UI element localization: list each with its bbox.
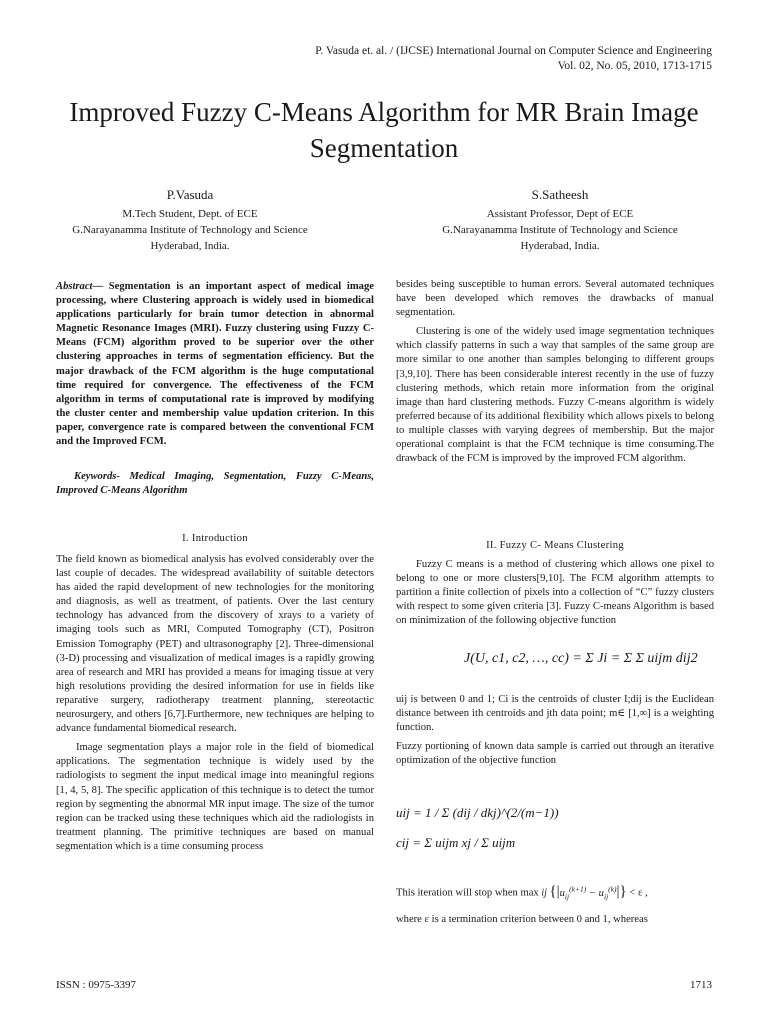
- author-block-1: [40, 186, 340, 254]
- author-block-2: [390, 186, 730, 254]
- abstract-text: Segmentation is an important aspect of medical image processing, where Clustering approach is widely used in biomedical applications particularly for brain tumor detection in abnormal Magnetic Resonance Images (MRI). Fuzzy clustering using Fuzzy C- Means (FCM) algorithm proved to be superior over the other clustering approaches in terms of segmentation efficiency. But the major drawback of the FCM algorithm is the huge computational time required for convergence. The effectiveness of the FCM algorithm in terms of computational rate is improved by modifying the cluster center and membership value updation criterion. In this paper, convergence rate is compared between the conventional FCM and the Improved FCM.: [56, 281, 374, 448]
- iteration-stop-line: This iteration will stop when max ij $\{|u_{ij}^{(k+1)} - u_{ij}^{(k)}|\} < \varepsilon$ ,: [396, 883, 648, 901]
- journal-header-line2: Vol. 02, No. 05, 2010, 1713-1715: [557, 60, 712, 72]
- iteration-tail: < ε ,: [629, 887, 648, 899]
- intro-paragraph-1: The field known as biomedical analysis has evolved considerably over the last couple of decades. The widespread availability of suitable detectors has aided the rapid development of new technologies for the monitoring and diagnosis, as well as treatment, of patients. Over the last century technology has advanced from the discovery of xrays to a variety of imaging tools such as MRI, Computed Tomography (CT), Positron Emission Tomography (PET) and ultrasonography [2]. Three-dimensional (3-D) processing and visualization of medical images is a rapidly growing area of research and MRI has provided a means for imaging tissue at very high resolutions providing the desired information for use in fields like reparative surgery, radiotherapy treatment planning, stereotactic neurosurgery, and others [6,7].Furthermore, new techniques are helping to advance fundamental biomedical research.: [56, 554, 374, 735]
- keywords: Keywords- Medical Imaging, Segmentation, Fuzzy C-Means, Improved C-Means Algorithm: [56, 471, 374, 497]
- abstract-dash: —: [92, 281, 109, 292]
- author-institute: G.Narayanamma Institute of Technology and Science: [72, 224, 308, 236]
- iteration-text: This iteration will stop when max: [396, 887, 539, 899]
- author-name: P.Vasuda: [166, 187, 214, 202]
- right-paragraph-1: besides being susceptible to human errors. Several automated techniques have been developed which removes the drawbacks of manual segmentation.: [396, 279, 714, 319]
- author-city: Hyderabad, India.: [150, 240, 230, 252]
- author-institute: G.Narayanamma Institute of Technology and Science: [442, 224, 678, 236]
- objective-function-equation: J(U, c1, c2, …, cc) = Σ Ji = Σ Σ uijm dij2: [464, 651, 698, 666]
- centroid-equation: cij = Σ uijm xj / Σ uijm: [396, 835, 516, 850]
- fcm-after-equation: [396, 693, 714, 773]
- introduction-body: [56, 553, 374, 859]
- right-paragraph-2: Clustering is one of the widely used image segmentation techniques which classify patterns in such a way that samples of the same group are more similar to one another than samples belonging to different groups [3,9,10]. There has been considerable interest recently in the use of fuzzy clustering methods, which retain more information from the original image than hard clustering methods. Fuzzy C-means algorithm is widely preferred because of its additional flexibility which allows pixels to belong to multiple classes with varying degrees of membership. But the major operational complaint is that the FCM technique is time consuming.The drawback of the FCM is improved by the improved FCM algorithm.: [396, 326, 714, 465]
- footer-issn: ISSN : 0975-3397: [56, 979, 137, 991]
- fcm-paragraph-1: Fuzzy C means is a method of clustering which allows one pixel to belong to one or more clusters[9,10]. The FCM algorithm attempts to partition a finite collection of pixels into a collection of “C” fuzzy clusters with respect to some given criteria [3]. Fuzzy C-means Algorithm is based on minimization of the following objective function: [396, 559, 714, 627]
- termination-line: where ε is a termination criterion between 0 and 1, whereas: [396, 914, 648, 925]
- right-column-top: [396, 278, 714, 471]
- footer-page-number: 1713: [690, 979, 712, 991]
- membership-equations: [396, 783, 714, 873]
- author-role: M.Tech Student, Dept. of ECE: [122, 208, 258, 220]
- journal-header-line1: P. Vasuda et. al. / (IJCSE) International Journal on Computer Science and Engineering: [315, 45, 712, 57]
- paper-title: Improved Fuzzy C-Means Algorithm for MR Brain Image Segmentation: [69, 97, 699, 163]
- abstract: [56, 280, 374, 449]
- author-name: S.Satheesh: [531, 187, 589, 202]
- section-heading-introduction: I. Introduction: [182, 533, 248, 544]
- author-role: Assistant Professor, Dept of ECE: [486, 208, 634, 220]
- abstract-lead: Abstract: [56, 281, 93, 292]
- fcm-paragraph-3: Fuzzy portioning of known data sample is carried out through an iterative optimization of the objective function: [396, 741, 714, 767]
- journal-header: [192, 44, 712, 74]
- fcm-paragraph-2: uij is between 0 and 1; Ci is the centroids of cluster I;dij is the Euclidean distance between ith centroids and jth data point; m∈ [1,∞] is a weighting function.: [396, 694, 714, 734]
- membership-equation: uij = 1 / Σ (dij / dkj)^(2/(m−1)): [396, 805, 559, 820]
- section-heading-fcm: II. Fuzzy C- Means Clustering: [486, 540, 624, 551]
- author-city: Hyderabad, India.: [520, 240, 600, 252]
- intro-paragraph-2: Image segmentation plays a major role in the field of biomedical applications. The segmentation technique is widely used by the radiologists to segment the input medical image into meaningful regions [1, 4, 5, 8]. The specific application of this technique is to detect the tumor region by segmenting the abnormal MR input image. The size of the tumor region can be tracked using these techniques which aid the radiologists in treatment planning. The primitive techniques are based on manual segmentation which is a time consuming process: [56, 742, 374, 852]
- fcm-body: [396, 558, 714, 633]
